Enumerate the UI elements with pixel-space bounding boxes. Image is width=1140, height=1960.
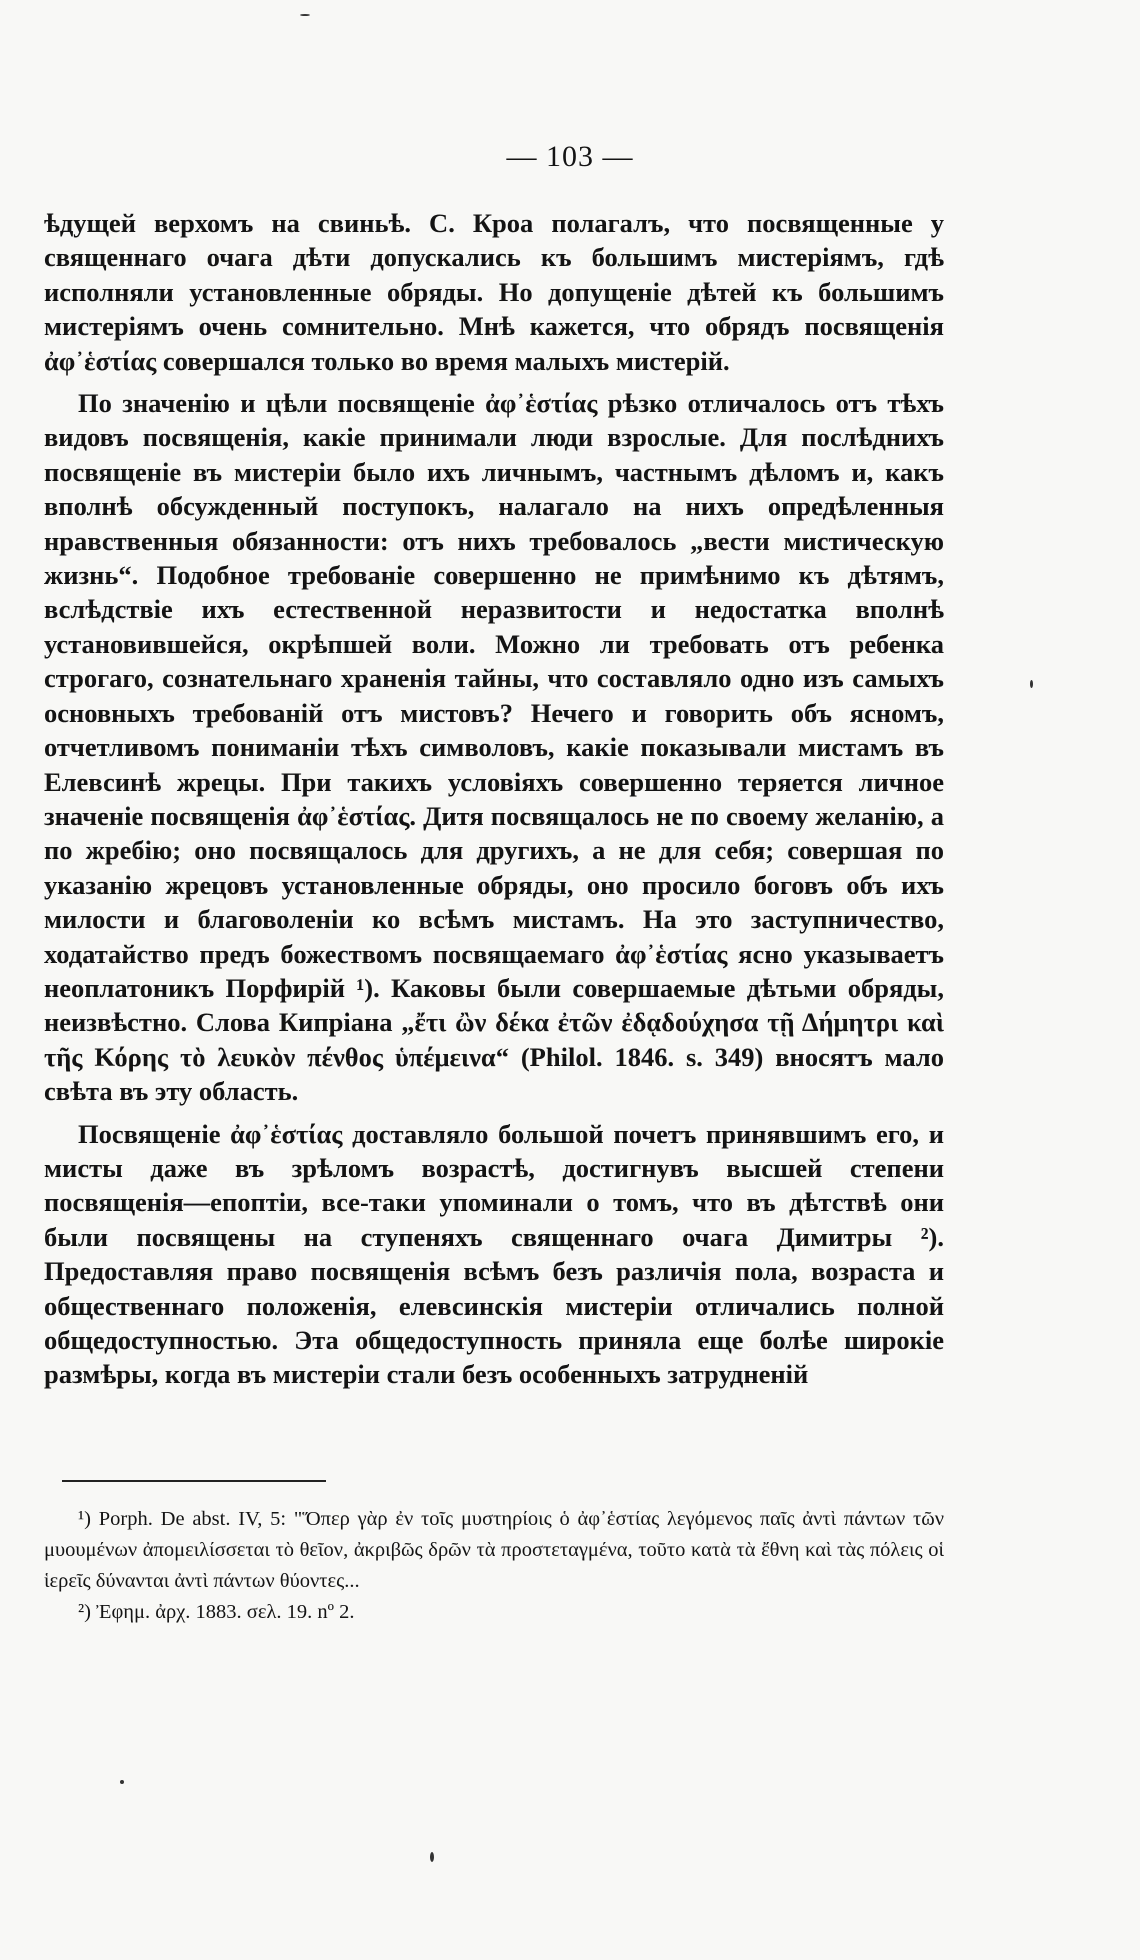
ink-speck-bottom (430, 1852, 434, 1862)
footnote-1-text: Porph. De abst. IV, 5: "Ὅπερ γὰρ ἐν τοῖς μυστηρίοις ὁ ἀφ᾽ἑστίας λεγόμενος παῖς ἀντὶ πάντων τῶν μυουμένων ἀπομειλίσσεται τὸ θεῖον, ἀκριβῶς δρῶν τὰ προστεταγμένα, τοῦτο κατὰ τὰ ἔθνη καὶ τὰς πόλεις οἱ ἱερεῖς δύνανται ἀντὶ πάντων θύοντες... (44, 1508, 945, 1592)
ink-speck-top (300, 14, 310, 16)
paragraph-2: По значенію и цѣли посвященіе ἀφ᾽ἑστίας рѣзко отличалось отъ тѣхъ видовъ посвященія, какіе принимали люди взрослые. Для послѣднихъ посвященіе въ мистеріи было ихъ личнымъ, частнымъ дѣломъ и, какъ вполнѣ обсужденный поступокъ, налагало на нихъ опредѣленныя нравственныя обязанности: отъ нихъ требовалось „вести мистическую жизнь“. Подобное требованіе совершенно не примѣнимо къ дѣтямъ, вслѣдствіе ихъ естественной неразвитости и недостатка вполнѣ установившейся, окрѣпшей воли. Можно ли требовать отъ ребенка строгаго, сознательнаго храненія тайны, что составляло одно изъ самыхъ основныхъ требованій отъ мистовъ? Нечего и говорить объ ясномъ, отчетливомъ пониманіи тѣхъ символовъ, какіе показывали мистамъ въ Елевсинѣ жрецы. При такихъ условіяхъ совершенно теряется личное значеніе посвященія ἀφ᾽ἑστίας. Дитя посвящалось не по своему желанію, а по жребію; оно посвящалось для другихъ, а не для себя; совершая по указанію жрецовъ установленные обряды, оно просило боговъ объ ихъ милости и благоволеніи ко всѣмъ мистамъ. На это заступничество, ходатайство предъ божествомъ посвящаемаго ἀφ᾽ἑστίας ясно указываетъ неоплатоникъ Порфирій ¹). Каковы были совершаемые дѣтьми обряды, неизвѣстно. Слова Кипріана „ἔτι ὢν δέκα ἐτῶν ἐδᾳδούχησα τῇ Δήμητρι καὶ τῆς Κόρης τὸ λευκὸν πένθος ὑπέμεινα“ (Philol. 1846. s. 349) вносятъ мало свѣта въ эту область. (44, 388, 944, 1107)
paragraph-1: ѣдущей верхомъ на свиньѣ. С. Кроа полагалъ, что посвященные у священнаго очага дѣти допускались къ большимъ мистеріямъ, гдѣ исполняли установленные обряды. Но допущеніе дѣтей къ большимъ мистеріямъ очень сомнительно. Мнѣ кажется, что обрядъ посвященія ἀφ᾽ἑστίας совершался только во время малыхъ мистерій. (44, 208, 944, 376)
footnote-1-mark: ¹) (78, 1508, 91, 1530)
paragraph-3: Посвященіе ἀφ᾽ἑστίας доставляло большой почетъ принявшимъ его, и мисты даже въ зрѣломъ возрастѣ, достигнувъ высшей степени посвященія—епоптіи, все-таки упоминали о томъ, что въ дѣтствѣ они были посвящены на ступеняхъ священнаго очага Димитры ²). Предоставляя право посвященія всѣмъ безъ различія пола, возраста и общественнаго положенія, елевсинскія мистеріи отличались полной общедоступностью. Эта общедоступность приняла еще болѣе широкіе размѣры, когда въ мистеріи стали безъ особенныхъ затрудненій (44, 1118, 944, 1390)
main-text (44, 206, 944, 1400)
footnote-divider (62, 1480, 326, 1482)
ink-speck-left (120, 1780, 124, 1784)
footnote-2-text: Ἐφημ. ἀρχ. 1883. σελ. 19. nº 2. (96, 1601, 355, 1623)
page-number: — 103 — (506, 140, 634, 173)
footnote-2-mark: ²) (78, 1601, 91, 1623)
footnotes (44, 1504, 944, 1628)
footnote-1 (44, 1504, 944, 1597)
ink-speck-right (1030, 680, 1033, 688)
footnote-2 (44, 1597, 944, 1628)
